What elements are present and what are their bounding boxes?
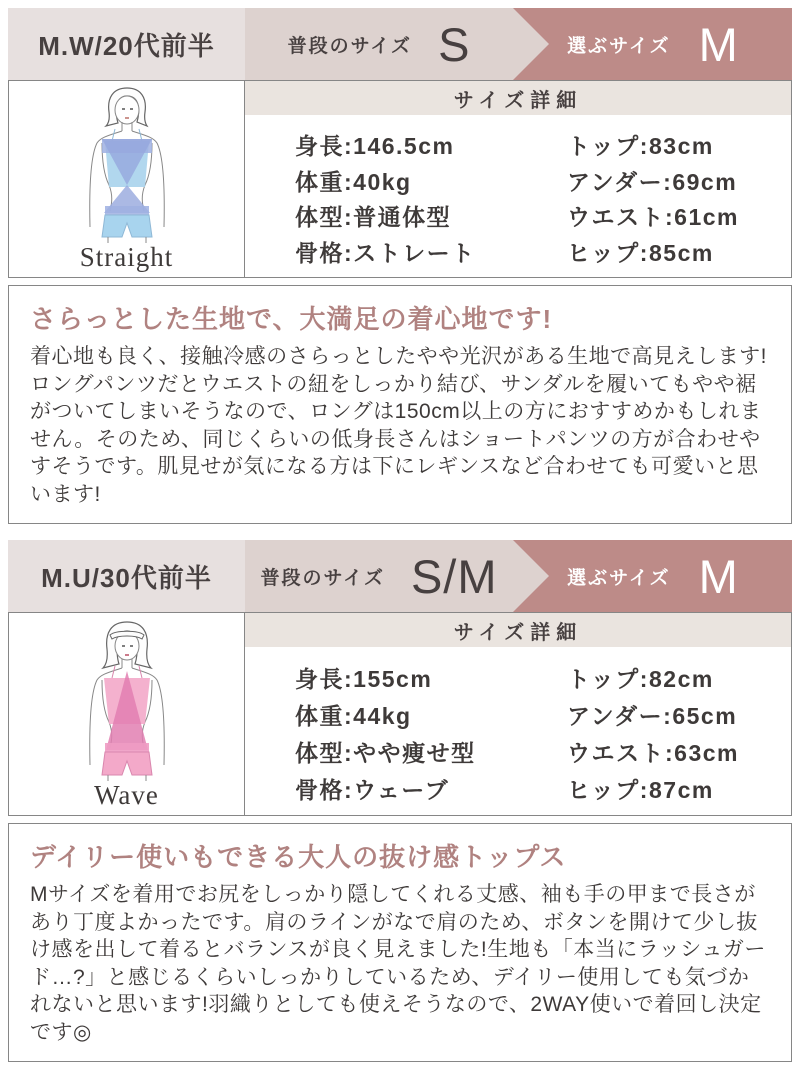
reviewer-profile-cell xyxy=(8,540,245,612)
usual-size-cell xyxy=(245,540,513,612)
review-body: 着心地も良く、接触冷感のさらっとしたやや光沢がある生地で高見えします!ロングパンツだとウエストの紐をしっかり結び、サンダルを履いてもやや裾がついてしまいそうなので、ロングは150cm以上の方におすすめかもしれません。そのため、同じくらいの低身長さんはショートパンツの方が合わせやすそうです。肌見せが気になる方は下にレギンスなど合わせても可愛いと思います! xyxy=(30,345,767,506)
reviewer-profile-cell xyxy=(8,8,245,80)
reviewer-profile: M.W/20代前半 xyxy=(38,30,215,61)
size-detail-panel-2 xyxy=(8,612,792,816)
body-type-figure-cell xyxy=(9,613,245,815)
size-details-body xyxy=(245,115,791,277)
size-header-reviewer-2 xyxy=(8,540,792,612)
detail-row: アンダー:69cm xyxy=(567,168,738,195)
chosen-size-cell xyxy=(513,540,792,612)
detail-row: ウエスト:61cm xyxy=(567,204,739,231)
usual-size-value: S/M xyxy=(410,549,498,603)
reviewer-profile: M.U/30代前半 xyxy=(41,562,212,593)
size-details-right-column xyxy=(567,659,781,807)
detail-row: 骨格:ストレート xyxy=(295,239,476,266)
detail-row: ヒップ:85cm xyxy=(567,239,714,266)
size-detail-panel-1 xyxy=(8,80,792,278)
size-details-header: サイズ詳細 xyxy=(245,613,791,647)
detail-row: トップ:83cm xyxy=(567,133,714,160)
detail-row: トップ:82cm xyxy=(567,666,714,692)
detail-row: 体型:普通体型 xyxy=(295,204,452,231)
detail-row: 体型:やや痩せ型 xyxy=(295,740,476,766)
detail-row: 骨格:ウェーブ xyxy=(295,777,450,803)
usual-size-cell xyxy=(245,8,513,80)
review-box-2 xyxy=(8,823,792,1062)
chosen-size-cell xyxy=(513,8,792,80)
detail-row: 体重:40kg xyxy=(295,168,412,195)
detail-row: アンダー:65cm xyxy=(567,703,738,729)
chosen-size-label: 選ぶサイズ xyxy=(567,35,671,57)
size-details-right-column xyxy=(567,127,781,269)
body-type-straight-illustration xyxy=(47,85,207,243)
detail-row: 身長:146.5cm xyxy=(295,133,455,160)
body-type-label: Straight xyxy=(79,242,174,273)
review-box-1 xyxy=(8,285,792,524)
size-details-cell xyxy=(245,613,791,815)
body-type-figure-cell xyxy=(9,81,245,277)
size-details-cell xyxy=(245,81,791,277)
detail-row: 体重:44kg xyxy=(295,703,412,729)
review-title: さらっとした生地で、大満足の着心地です! xyxy=(30,304,553,334)
chosen-size-label: 選ぶサイズ xyxy=(567,567,671,589)
detail-row: ウエスト:63cm xyxy=(567,740,739,766)
review-body: Mサイズを着用でお尻をしっかり隠してくれる丈感、袖も手の甲まで長さがあり丁度よかったです。肩のラインがなで肩のため、ボタンを開けて少し抜け感を出して着るとバランスが良く見えました!生地も「本当にラッシュガード…?」と感じるくらいしっかりしているため、デイリー使用しても気づかれないと思います!羽織りとしても使えそうなので、2WAY使いで着回し決定です◎ xyxy=(30,883,766,1044)
review-title: デイリー使いもできる大人の抜け感トップス xyxy=(30,842,567,872)
body-type-label: Wave xyxy=(94,780,159,811)
size-header-reviewer-1 xyxy=(8,8,792,80)
detail-row: 身長:155cm xyxy=(295,666,433,692)
usual-size-label: 普段のサイズ xyxy=(260,567,385,589)
detail-row: ヒップ:87cm xyxy=(567,777,714,803)
size-details-body xyxy=(245,647,791,815)
size-details-left-column xyxy=(295,659,567,807)
chosen-size-value: M xyxy=(698,549,738,603)
body-type-wave-illustration xyxy=(47,619,207,781)
usual-size-value: S xyxy=(438,17,471,71)
size-details-header: サイズ詳細 xyxy=(245,81,791,115)
usual-size-label: 普段のサイズ xyxy=(287,35,413,57)
size-details-left-column xyxy=(295,127,567,269)
chosen-size-value: M xyxy=(698,17,738,71)
